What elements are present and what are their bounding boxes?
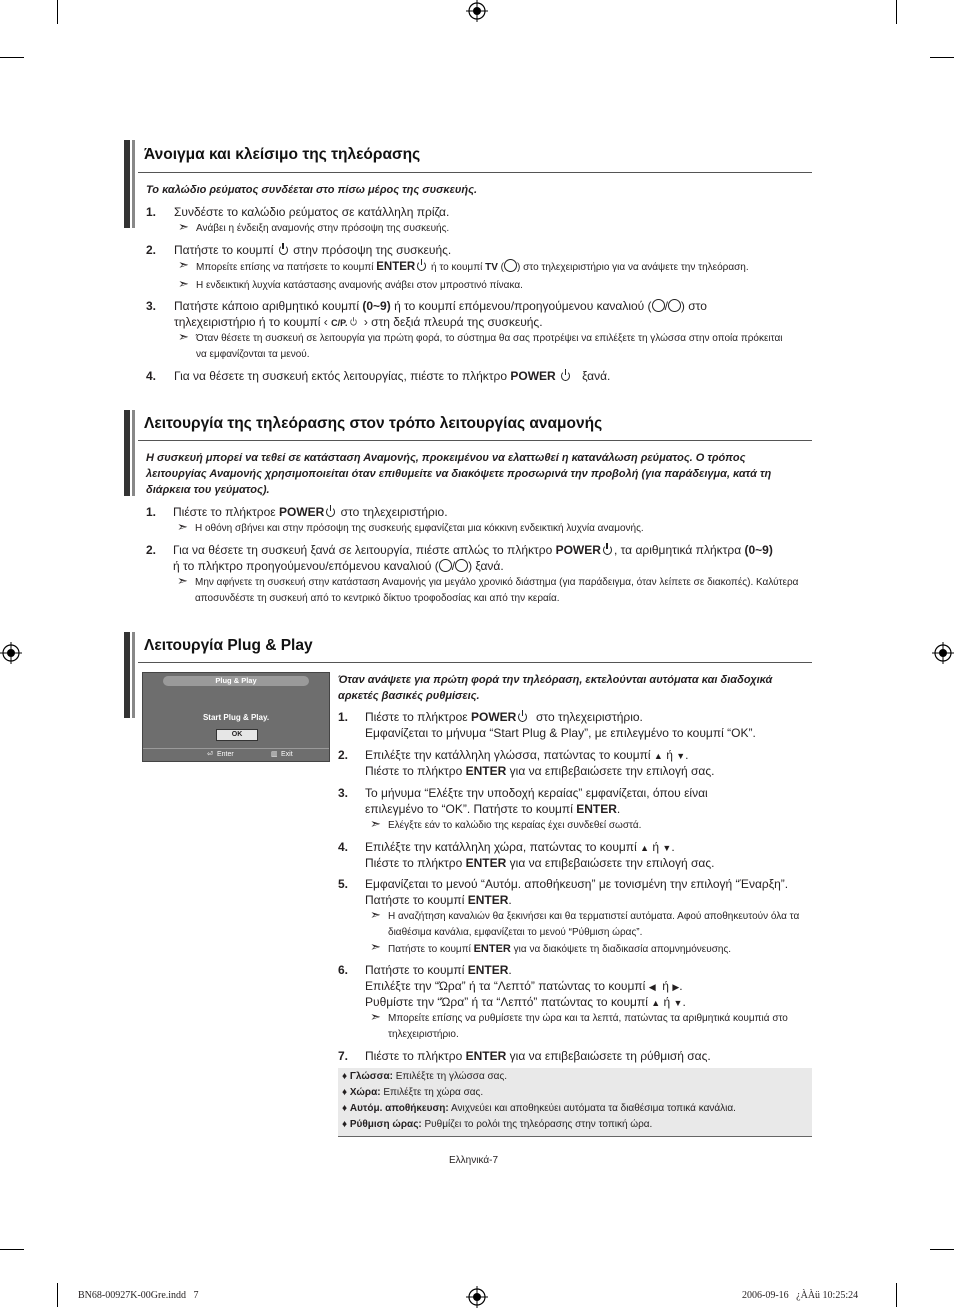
screen-message: Start Plug & Play.: [202, 713, 270, 722]
step-number: 7.: [338, 1049, 349, 1063]
arrow-note-icon: ➣: [178, 257, 189, 272]
section-marker: [132, 632, 135, 718]
crop-mark: [0, 57, 24, 58]
arrow-down-icon: ▼: [673, 998, 683, 1008]
channel-down-icon: [455, 559, 468, 572]
step-text: Επιλέξτε την κατάλληλη χώρα, πατώντας το κουμπί ▲ ή ▼.: [365, 840, 675, 854]
step-text: Πατήστε το κουμπί ENTER.: [365, 963, 512, 977]
step-text: επιλεγμένο το “OK”. Πατήστε το κουμπί ENTER.: [365, 802, 621, 816]
channel-down-icon: [668, 299, 681, 312]
summary-box: [338, 1068, 812, 1137]
step-note: ➣ Μπορείτε επίσης να ρυθμίσετε την ώρα και τα λεπτά, πατώντας τα αριθμητικά κουμπιά στο τηλεχειριστήριο.: [370, 1009, 788, 1040]
step-number: 1.: [146, 205, 157, 219]
section-marker: [124, 140, 130, 228]
power-icon: [518, 712, 527, 722]
power-icon: [417, 261, 426, 271]
power-icon: [561, 371, 570, 381]
arrow-down-icon: ▼: [662, 843, 672, 853]
arrow-down-icon: ▼: [676, 751, 686, 761]
arrow-note-icon: ➣: [178, 219, 189, 234]
step-text: Πιέστε το πλήκτρο ENTER για να επιβεβαιώσετε την επιλογή σας.: [365, 856, 715, 870]
step-text: Το μήνυμα “Ελέξτε την υποδοχή κεραίας” εμφανίζεται, όπου είναι: [365, 786, 708, 800]
crop-mark: [0, 1249, 24, 1250]
step-note: ➣ Η αναζήτηση καναλιών θα ξεκινήσει και θα τερματιστεί αυτόματα. Αφού αποθηκευτούν όλα τα διαθέσιμα κανάλια, εμφανίζεται το μενού “Ρύθμιση ώρας”.: [370, 907, 800, 938]
summary-item: ♦ Γλώσσα: Επιλέξτε τη γλώσσα σας.: [342, 1071, 508, 1082]
arrow-note-icon: ➣: [177, 519, 188, 534]
crop-mark: [57, 0, 58, 24]
section-marker: [124, 410, 130, 496]
step-number: 1.: [146, 505, 157, 519]
step-text: ή το πλήκτρο προηγούμενου/επόμενου καναλιού ( / ) ξανά.: [173, 559, 504, 573]
arrow-note-icon: ➣: [370, 907, 381, 922]
channel-up-icon: [439, 559, 452, 572]
heading-rule: [138, 440, 812, 441]
page-number: Ελληνικά-7: [449, 1155, 499, 1166]
step-note: ➣ Ελέγξτε εάν το καλώδιο της κεραίας έχει συνδεθεί σωστά.: [370, 816, 642, 831]
step-text: Συνδέστε το καλώδιο ρεύματος σε κατάλληλη πρίζα.: [174, 205, 450, 219]
step-text: Πιέστε το πλήκτρο ENTER για να επιβεβαιώσετε την επιλογή σας.: [365, 764, 715, 778]
section-heading: Λειτουργία Plug & Play: [144, 637, 313, 654]
section-intro: Όταν ανάψετε για πρώτη φορά την τηλεόραση, εκτελούνται αυτόματα και διαδοχικά αρκετές βασικές ρυθμίσεις.: [338, 674, 773, 702]
power-icon: [279, 245, 288, 255]
section-intro: Η συσκευή μπορεί να τεθεί σε κατάσταση Αναμονής, προκειμένου να ελαττωθεί η κατανάλωση ρεύματος. Ο τρόπος λειτουργίας Αναμονής χρησιμοποιείται όταν επιθυμείτε να διακόψετε προσωρινά την προβολή (για παράδειγμα, κατά τη διάρκεια του γεύματος).: [146, 452, 772, 496]
step-text: Πιέστε το πλήκτροε POWER στο τηλεχειριστήριο.: [365, 710, 643, 724]
arrow-note-icon: ➣: [177, 573, 188, 588]
registration-mark-icon: [466, 1286, 488, 1308]
step-text: Πατήστε το κουμπί στην πρόσοψη της συσκευής.: [174, 243, 452, 257]
arrow-note-icon: ➣: [370, 1009, 381, 1024]
heading-rule: [138, 662, 812, 663]
arrow-left-icon: ◀: [648, 982, 656, 992]
arrow-note-icon: ➣: [178, 329, 189, 344]
step-text: Επιλέξτε την “Ώρα” ή τα “Λεπτό” πατώντας το κουμπί ◀ ή ▶.: [365, 979, 683, 993]
step-text: Πατήστε κάποιο αριθμητικό κουμπί (0~9) ή το κουμπί επόμενου/προηγούμενου καναλιού ( / ) στο: [174, 299, 707, 313]
step-text: Εμφανίζεται το μήνυμα “Start Plug & Play”, με επιλεγμένο το κουμπί “OK”.: [365, 726, 756, 740]
crop-mark: [896, 1283, 897, 1307]
arrow-note-icon: ➣: [370, 939, 381, 954]
summary-item: ♦ Αυτόμ. αποθήκευση: Ανιχνεύει και αποθηκεύει αυτόματα τα διαθέσιμα τοπικά κανάλια.: [342, 1103, 736, 1114]
section-heading: Λειτουργία της τηλεόρασης στον τρόπο λειτουργίας αναμονής: [144, 415, 603, 432]
step-text: Για να θέσετε τη συσκευή εκτός λειτουργίας, πιέστε το πλήκτρο POWER ξανά.: [174, 369, 611, 383]
registration-mark-icon: [0, 642, 22, 664]
step-text: τηλεχειριστήριο ή το κουμπί ‹ C/P. › στη δεξιά πλευρά της συσκευής.: [174, 315, 543, 329]
crop-mark: [57, 1283, 58, 1307]
exit-icon: ▥: [271, 751, 278, 758]
step-note: ➣ Μπορείτε επίσης να πατήσετε το κουμπί ENTER ή το κουμπί TV ( ) στο τηλεχειριστήριο για να ανάψετε την τηλεόραση.: [178, 257, 749, 273]
registration-mark-icon: [466, 0, 488, 22]
section-intro: Το καλώδιο ρεύματος συνδέεται στο πίσω μέρος της συσκευής.: [146, 184, 478, 196]
section-marker: [132, 410, 135, 496]
power-icon: [351, 319, 357, 326]
step-number: 5.: [338, 877, 349, 891]
power-icon: [326, 507, 335, 517]
power-icon: [603, 545, 612, 555]
step-note: ➣ Μην αφήνετε τη συσκευή στην κατάσταση Αναμονής για μεγάλο χρονικό διάστημα (για παράδειγμα, όταν λείπετε σε διακοπές). Καλύτερα αποσυνδέστε τη συσκευή από το κεντρικό δίκτυο τροφοδοσίας και από την κεραία.: [177, 573, 799, 604]
section-heading: Άνοιγμα και κλείσιμο της τηλεόρασης: [144, 146, 421, 163]
registration-mark-icon: [932, 642, 954, 664]
step-text: Επιλέξτε την κατάλληλη γλώσσα, πατώντας το κουμπί ▲ ή ▼.: [365, 748, 689, 762]
summary-item: ♦ Ρύθμιση ώρας: Ρυθμίζει το ρολόι της τηλεόρασης στην τοπική ώρα.: [342, 1119, 653, 1130]
step-text: Πατήστε το κουμπί ENTER.: [365, 893, 512, 907]
step-text: Πιέστε το πλήκτρο ENTER για να επιβεβαιώσετε τη ρύθμισή σας.: [365, 1049, 711, 1063]
tv-menu-screenshot: [142, 672, 330, 762]
step-text: Ρυθμίστε την “Ώρα” ή τα “Λεπτό” πατώντας το κουμπί ▲ ή ▼.: [365, 995, 686, 1009]
footer-timestamp: 2006-09-16 ¿ÀÀü 10:25:24: [742, 1290, 859, 1301]
step-note: ➣ Πατήστε το κουμπί ENTER για να διακόψετε τη διαδικασία απομνημόνευσης.: [370, 939, 732, 955]
screen-footer: ⏎ Enter ▥ Exit: [143, 748, 329, 761]
chevron-right-icon: ›: [363, 315, 368, 329]
step-note: ➣ Η ενδεικτική λυχνία κατάστασης αναμονής ανάβει στον μπροστινό πίνακα.: [178, 276, 523, 291]
step-text: Για να θέσετε τη συσκευή ξανά σε λειτουργία, πιέστε απλώς το πλήκτρο POWER , τα αριθμητικά πλήκτρα (0~9): [173, 543, 773, 557]
heading-rule: [138, 172, 812, 173]
step-number: 3.: [146, 299, 157, 313]
arrow-note-icon: ➣: [370, 816, 381, 831]
arrow-right-icon: ▶: [672, 982, 680, 992]
section-marker: [132, 140, 135, 228]
step-note: ➣ Ανάβει η ένδειξη αναμονής στην πρόσοψη της συσκευής.: [178, 219, 450, 234]
step-number: 1.: [338, 710, 349, 724]
step-note: ➣ Όταν θέσετε τη συσκευή σε λειτουργία για πρώτη φορά, το σύστημα θα σας προτρέψει να επιλέξετε τη γλώσσα στην οποία πρόκειται να εμφανίζονται τα μενού.: [178, 329, 783, 360]
crop-mark: [930, 1249, 954, 1250]
footer-file-info: BN68-00927K-00Gre.indd 7: [78, 1290, 199, 1301]
tv-button-icon: [504, 259, 517, 272]
section-marker: [124, 632, 130, 718]
channel-up-icon: [652, 299, 665, 312]
step-number: 3.: [338, 786, 349, 800]
arrow-up-icon: ▲: [653, 751, 663, 761]
chevron-left-icon: ‹: [323, 315, 328, 329]
crop-mark: [896, 0, 897, 24]
arrow-note-icon: ➣: [178, 276, 189, 291]
step-note: ➣ Η οθόνη σβήνει και στην πρόσοψη της συσκευής εμφανίζεται μια κόκκινη ενδεικτική λυχνία αναμονής.: [177, 519, 644, 534]
arrow-up-icon: ▲: [640, 843, 650, 853]
screen-title: Plug & Play: [163, 676, 309, 686]
step-number: 2.: [338, 748, 349, 762]
step-number: 2.: [146, 243, 157, 257]
step-number: 4.: [338, 840, 349, 854]
arrow-up-icon: ▲: [651, 998, 661, 1008]
step-number: 2.: [146, 543, 157, 557]
step-text: Πιέστε το πλήκτροε POWER στο τηλεχειριστήριο.: [173, 505, 448, 519]
summary-item: ♦ Χώρα: Επιλέξτε τη χώρα σας.: [342, 1087, 484, 1098]
step-number: 6.: [338, 963, 349, 977]
enter-icon: ⏎: [207, 751, 213, 758]
crop-mark: [930, 57, 954, 58]
screen-ok-button: OK: [216, 729, 258, 741]
step-text: Εμφανίζεται το μενού “Αυτόμ. αποθήκευση” με τονισμένη την επιλογή “Έναρξη”.: [365, 877, 789, 891]
step-number: 4.: [146, 369, 157, 383]
